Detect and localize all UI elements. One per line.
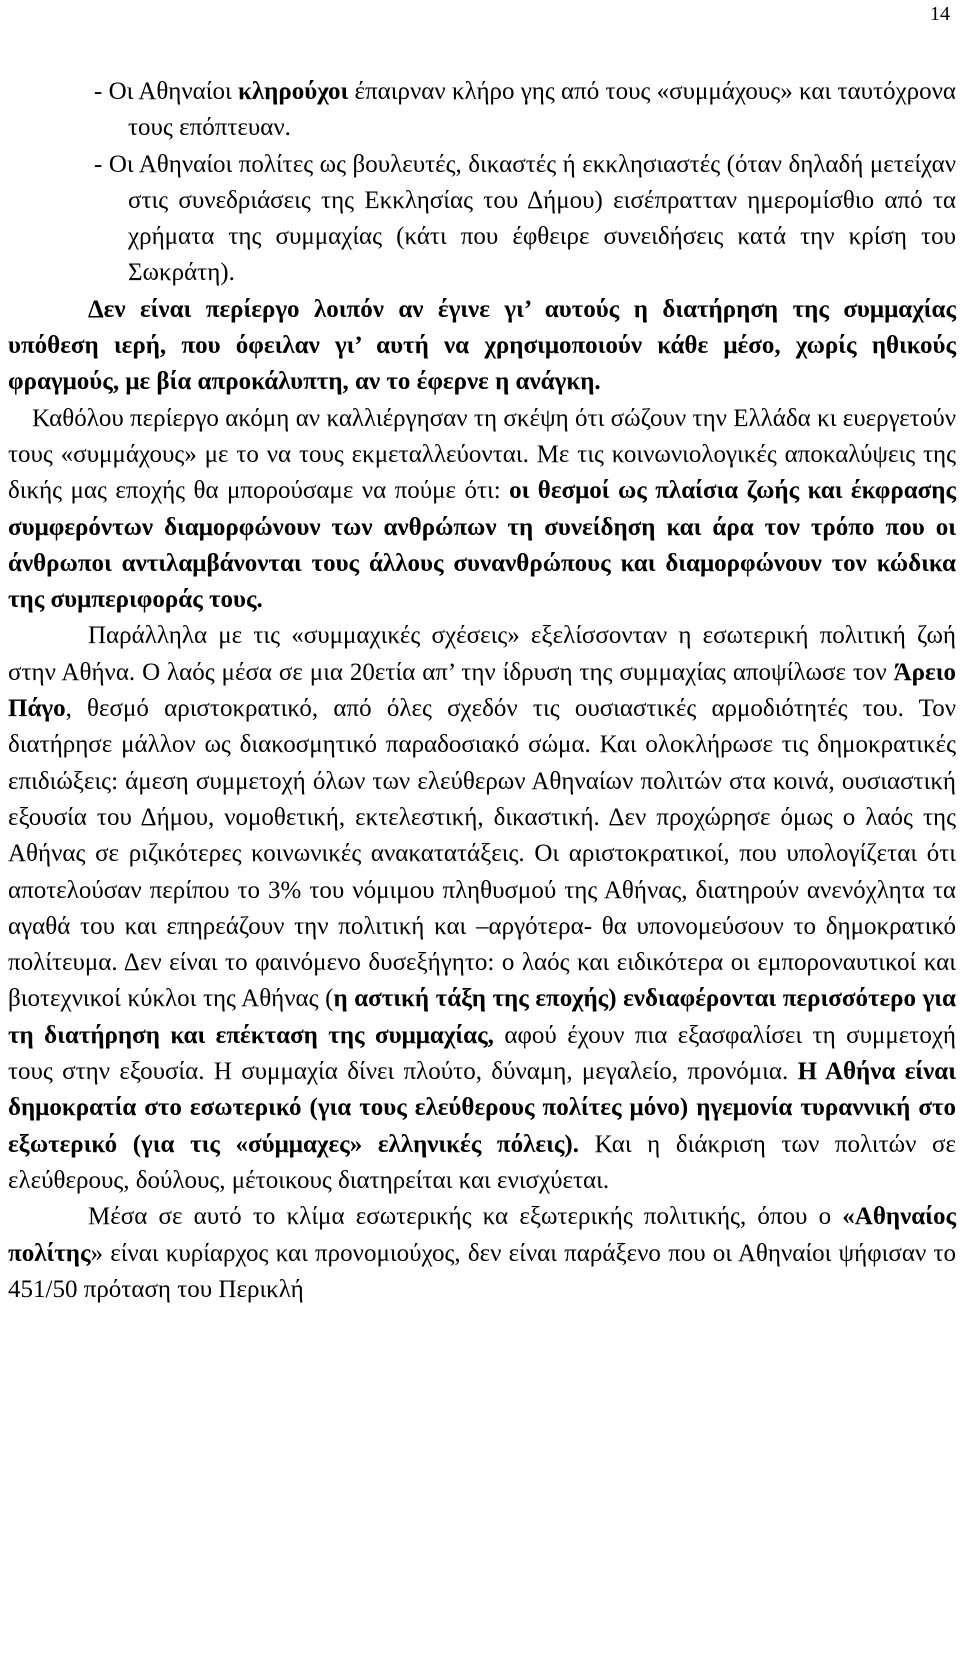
- page-number: 14: [930, 3, 950, 25]
- bold-run: η αστική τάξη της εποχής) ενδιαφέρονται περισσότερο για τη διατήρηση και επέκταση της συμμαχίας,: [8, 985, 956, 1049]
- text-run: Μέσα σε αυτό το κλίμα εσωτερικής κα εξωτερικής πολιτικής, όπου ο: [88, 1203, 843, 1231]
- bold-run: «Αθηναίος πολίτης: [8, 1203, 956, 1267]
- body-text: [8, 74, 956, 1308]
- text-run: Καθόλου περίεργο ακόμη αν καλλιέργησαν τη σκέψη ότι σώζουν την Ελλάδα κι ευεργετούν τους «συμμάχους» με το να τους εκμεταλλεύονται. Με τις κοινωνιολογικές αποκαλύψεις της δικής μας εποχής θα μπορούσαμε να πούμε ότι:: [8, 404, 956, 505]
- text-run: - Οι Αθηναίοι: [94, 78, 238, 105]
- text-run: - Οι Αθηναίοι πολίτες ως βουλευτές, δικαστές ή εκκλησιαστές (όταν δηλαδή μετείχαν στις συνεδριάσεις της Εκκλησίας του Δήμου) εισέπρατταν ημερομίσθιο από τα χρήματα της συμμαχίας (κάτι που έφθειρε συνειδήσεις κατά την κρίση του Σωκράτη).: [94, 150, 956, 287]
- paragraph-athenian-citizen: [8, 1199, 956, 1308]
- paragraph-alliance-sacred: [8, 292, 956, 401]
- bold-run: κληρούχοι: [237, 78, 349, 105]
- paragraph-citizens-wages: [8, 147, 956, 292]
- text-run: Και η διάκριση των πολιτών σε ελεύθερους, δούλους, μέτοικους διατηρείται και ενισχύεται.: [8, 1130, 956, 1194]
- paragraph-cleruchs: [8, 74, 956, 147]
- paragraph-internal-politics: [8, 618, 956, 1199]
- bold-run: Η Αθήνα είναι δημοκρατία στο εσωτερικό (για τους ελεύθερους πολίτες μόνο) ηγεμονία τυραννική στο εξωτερικό (για τις «σύμμαχες» ελληνικές πόλεις).: [8, 1058, 956, 1158]
- bold-run: Άρειο Πάγο: [8, 658, 956, 723]
- text-run: αφού έχουν πια εξασφαλίσει τη συμμετοχή τους στην εξουσία. Η συμμαχία δίνει πλούτο, δύναμη, μεγαλείο, προνόμια.: [8, 1021, 956, 1086]
- text-run: , θεσμό αριστοκρατικό, από όλες σχεδόν τις ουσιαστικές αρμοδιότητές του. Τον διατήρησε μάλλον ως διακοσμητικό παραδοσιακό σώμα. Και ολοκλήρωσε τις δημοκρατικές επιδιώξεις: άμεση συμμετοχή όλων των ελεύθερων Αθηναίων πολιτών στα κοινά, ουσιαστική εξουσία του Δήμου, νομοθετική, εκτελεστική, δικαστική. Δεν προχώρησε όμως ο λαός της Αθήνας σε ριζικότερες κοινωνικές ανακατατάξεις. Οι αριστοκρατικοί, που υπολογίζεται ότι αποτελούσαν περίπου το 3% του νόμιμου πληθυσμού της Αθήνας, διατηρούν ανενόχλητα τα αγαθά του και επηρεάζουν την πολιτική και –αργότερα- θα υπονομεύσουν το δημοκρατικό πολίτευμα. Δεν είναι το φαινόμενο δυσεξήγητο: ο λαός και ειδικότερα οι εμποροναυτικοί και βιοτεχνικοί κύκλοι της Αθήνας (: [8, 695, 956, 1013]
- bold-run: Δεν είναι περίεργο λοιπόν αν έγινε γι’ αυτούς η διατήρηση της συμμαχίας υπόθεση ιερή, που όφειλαν γι’ αυτή να χρησιμοποιούν κάθε μέσο, χωρίς ηθικούς φραγμούς, με βία απροκάλυπτη, αν το έφερνε η ανάγκη.: [8, 295, 956, 396]
- text-run: Παράλληλα με τις «συμμαχικές σχέσεις» εξελίσσονταν η εσωτερική πολιτική ζωή στην Αθήνα. Ο λαός μέσα σε μια 20ετία απ’ την ίδρυση της συμμαχίας αποψίλωσε τον: [8, 622, 956, 686]
- text-run: έπαιρναν κλήρο γης από τους «συμμάχους» και ταυτόχρονα τους επόπτευαν.: [128, 78, 956, 142]
- paragraph-institutions: [8, 401, 956, 619]
- text-run: » είναι κυρίαρχος και προνομιούχος, δεν είναι παράξενο που οι Αθηναίοι ψήφισαν το 451/50 πρόταση του Περικλή: [8, 1239, 956, 1303]
- bold-run: οι θεσμοί ως πλαίσια ζωής και έκφρασης συμφερόντων διαμορφώνουν των ανθρώπων τη συνείδηση και άρα τον τρόπο που οι άνθρωποι αντιλαμβάνονται τους άλλους συνανθρώπους και διαμορφώνουν τον κώδικα της συμπεριφοράς τους.: [8, 477, 956, 614]
